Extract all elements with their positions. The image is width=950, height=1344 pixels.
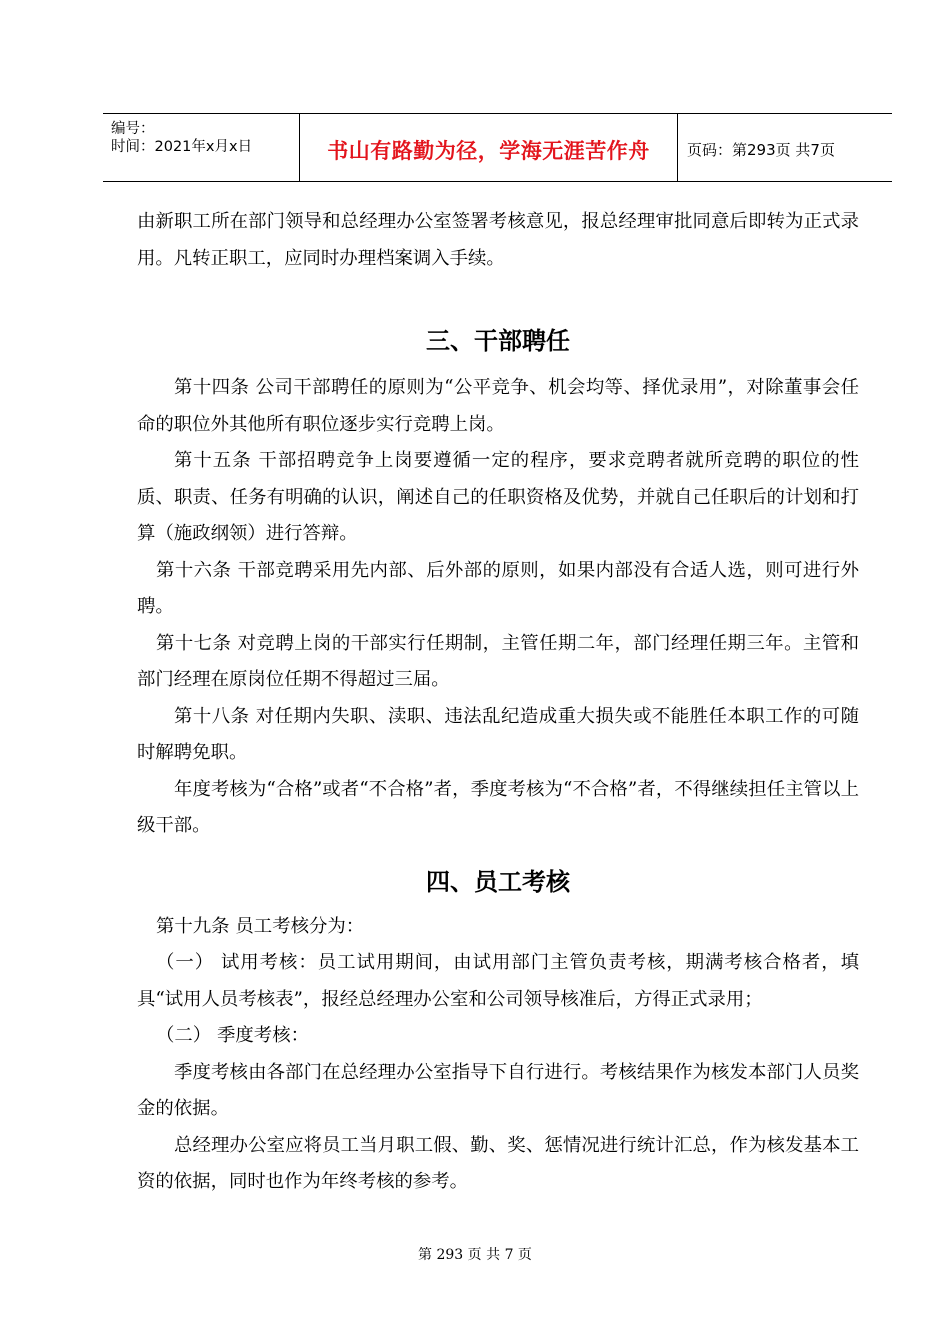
header-bottom-rule xyxy=(103,181,892,182)
paragraph-office-statistics: 总经理办公室应将员工当月职工假、勤、奖、惩情况进行统计汇总，作为核发基本工资的依据，同时也作为年终考核的参考。 xyxy=(137,1134,859,1192)
header-page-info: 页码：第293页 共7页 xyxy=(687,141,835,159)
header-motto: 书山有路勤为径，学海无涯苦作舟 xyxy=(327,139,650,163)
document-body xyxy=(137,204,859,1201)
header-date: 时间：2021年x月x日 xyxy=(111,139,253,155)
article-16: 第十六条 干部竞聘采用先内部、后外部的原则，如果内部没有合适人选，则可进行外聘。 xyxy=(137,559,859,617)
header-document-number: 编号： xyxy=(111,121,155,137)
article-17: 第十七条 对竞聘上岗的干部实行任期制，主管任期二年，部门经理任期三年。主管和部门经理在原岗位任期不得超过三届。 xyxy=(137,632,859,690)
page-footer: 第 293 页 共 7 页 xyxy=(418,1247,532,1263)
header-divider-right xyxy=(677,113,678,181)
paragraph-annual-assessment: 年度考核为“合格”或者“不合格”者，季度考核为“不合格”者，不得继续担任主管以上级干部。 xyxy=(137,778,859,836)
article-15: 第十五条 干部招聘竞争上岗要遵循一定的程序，要求竞聘者就所竞聘的职位的性质、职责、任务有明确的认识，阐述自己的任职资格及优势，并就自己任职后的计划和打算（施政纲领）进行答辩。 xyxy=(137,450,859,544)
article-14: 第十四条 公司干部聘任的原则为“公平竞争、机会均等、择优录用”，对除董事会任命的职位外其他所有职位逐步实行竞聘上岗。 xyxy=(137,377,859,435)
paragraph-quarterly-process: 季度考核由各部门在总经理办公室指导下自行进行。考核结果作为核发本部门人员奖金的依据。 xyxy=(137,1061,859,1119)
paragraph-intro: 由新职工所在部门领导和总经理办公室签署考核意见，报总经理审批同意后即转为正式录用。凡转正职工，应同时办理档案调入手续。 xyxy=(137,211,859,269)
article-19: 第十九条 员工考核分为： xyxy=(156,915,365,937)
section-title-employee-assessment: 四、员工考核 xyxy=(426,867,570,896)
header-top-rule xyxy=(103,113,892,114)
item-quarterly-assessment: （二） 季度考核： xyxy=(156,1025,309,1046)
section-title-cadre-appointment: 三、干部聘任 xyxy=(426,327,570,355)
item-probation-assessment: （一） 试用考核：员工试用期间，由试用部门主管负责考核，期满考核合格者，填具“试用人员考核表”，报经总经理办公室和公司领导核准后，方得正式录用； xyxy=(137,952,859,1010)
article-18: 第十八条 对任期内失职、渎职、违法乱纪造成重大损失或不能胜任本职工作的可随时解聘免职。 xyxy=(137,705,859,763)
